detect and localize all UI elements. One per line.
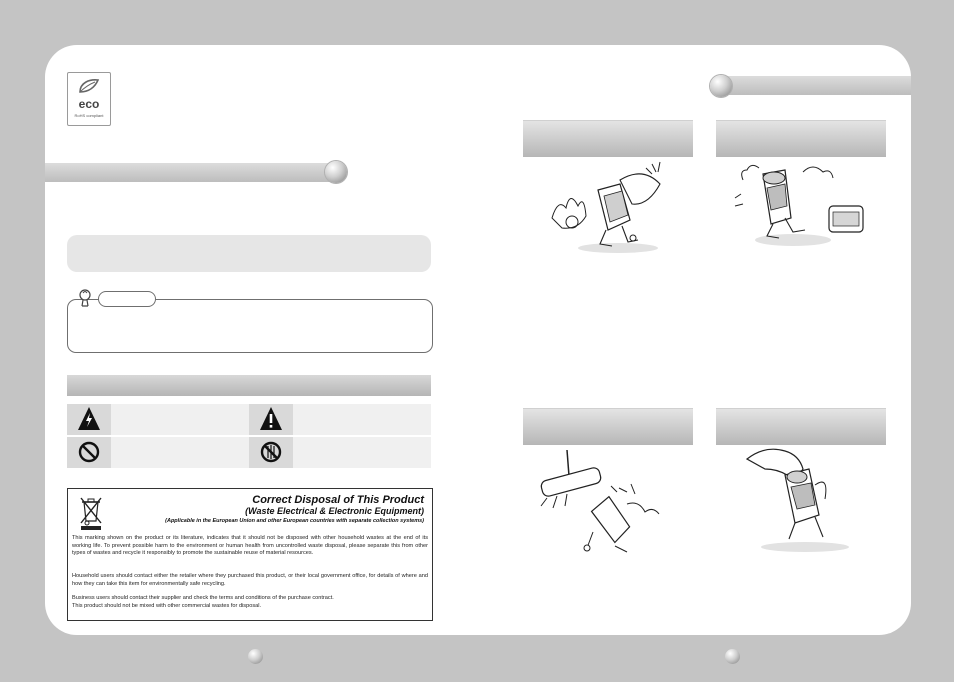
weee-disposal-box [67, 488, 433, 621]
eco-leaf-icon [77, 77, 101, 97]
caution-triangle-icon [259, 406, 283, 432]
card-header-3 [523, 408, 693, 445]
card-header-2 [716, 120, 886, 157]
note-tab [98, 291, 156, 307]
eco-logo [67, 72, 111, 126]
eco-logo-sub: RoHS compliant [74, 113, 104, 118]
right-section-ball-icon [710, 75, 732, 97]
camera-drop-illustration [745, 445, 855, 555]
page-number-ball-left-icon [248, 649, 263, 664]
eco-logo-word: eco [78, 97, 100, 111]
disposal-subtitle: (Waste Electrical & Electronic Equipment) [245, 506, 424, 516]
disposal-paragraph-3b: This product should not be mixed with other commercial wastes for disposal. [72, 603, 262, 609]
card-header-4 [716, 408, 886, 445]
do-not-disassemble-icon [260, 440, 282, 464]
left-section-ball-icon [325, 161, 347, 183]
right-section-bar [720, 76, 911, 95]
symbols-header [67, 375, 431, 396]
note-icon [74, 287, 96, 309]
camera-fire-illustration [548, 160, 678, 255]
info-box [67, 235, 431, 272]
disposal-title: Correct Disposal of This Product [252, 494, 424, 506]
prohibited-icon [78, 440, 100, 464]
disposal-paragraph-1: This marking shown on the product or its literature, indicates that it should not be disposed with other household wastes at the end of its working life. To prevent possible harm to the environment or human health from uncontrolled waste disposal, please separate this from other types of wastes and recycle it responsibly to promote the sustainable reuse of material resources. [72, 535, 428, 556]
weee-bin-icon [78, 495, 104, 531]
page-number-ball-right-icon [725, 649, 740, 664]
lightning-warning-icon [77, 406, 101, 432]
disposal-applicable: (Applicable in the European Union and other European countries with separate collection systems) [165, 518, 424, 524]
camera-cleaning-illustration [527, 448, 667, 558]
camera-heater-illustration [733, 160, 868, 255]
card-header-1 [523, 120, 693, 157]
disposal-paragraph-3a: Business users should contact their supplier and check the terms and conditions of the purchase contract. [72, 595, 334, 601]
disposal-paragraph-2: Household users should contact either the retailer where they purchased this product, or their local government office, for details of where and how they can take this item for environmentally safe recycling. [72, 573, 428, 587]
note-box [67, 299, 433, 353]
left-section-bar [45, 163, 335, 182]
